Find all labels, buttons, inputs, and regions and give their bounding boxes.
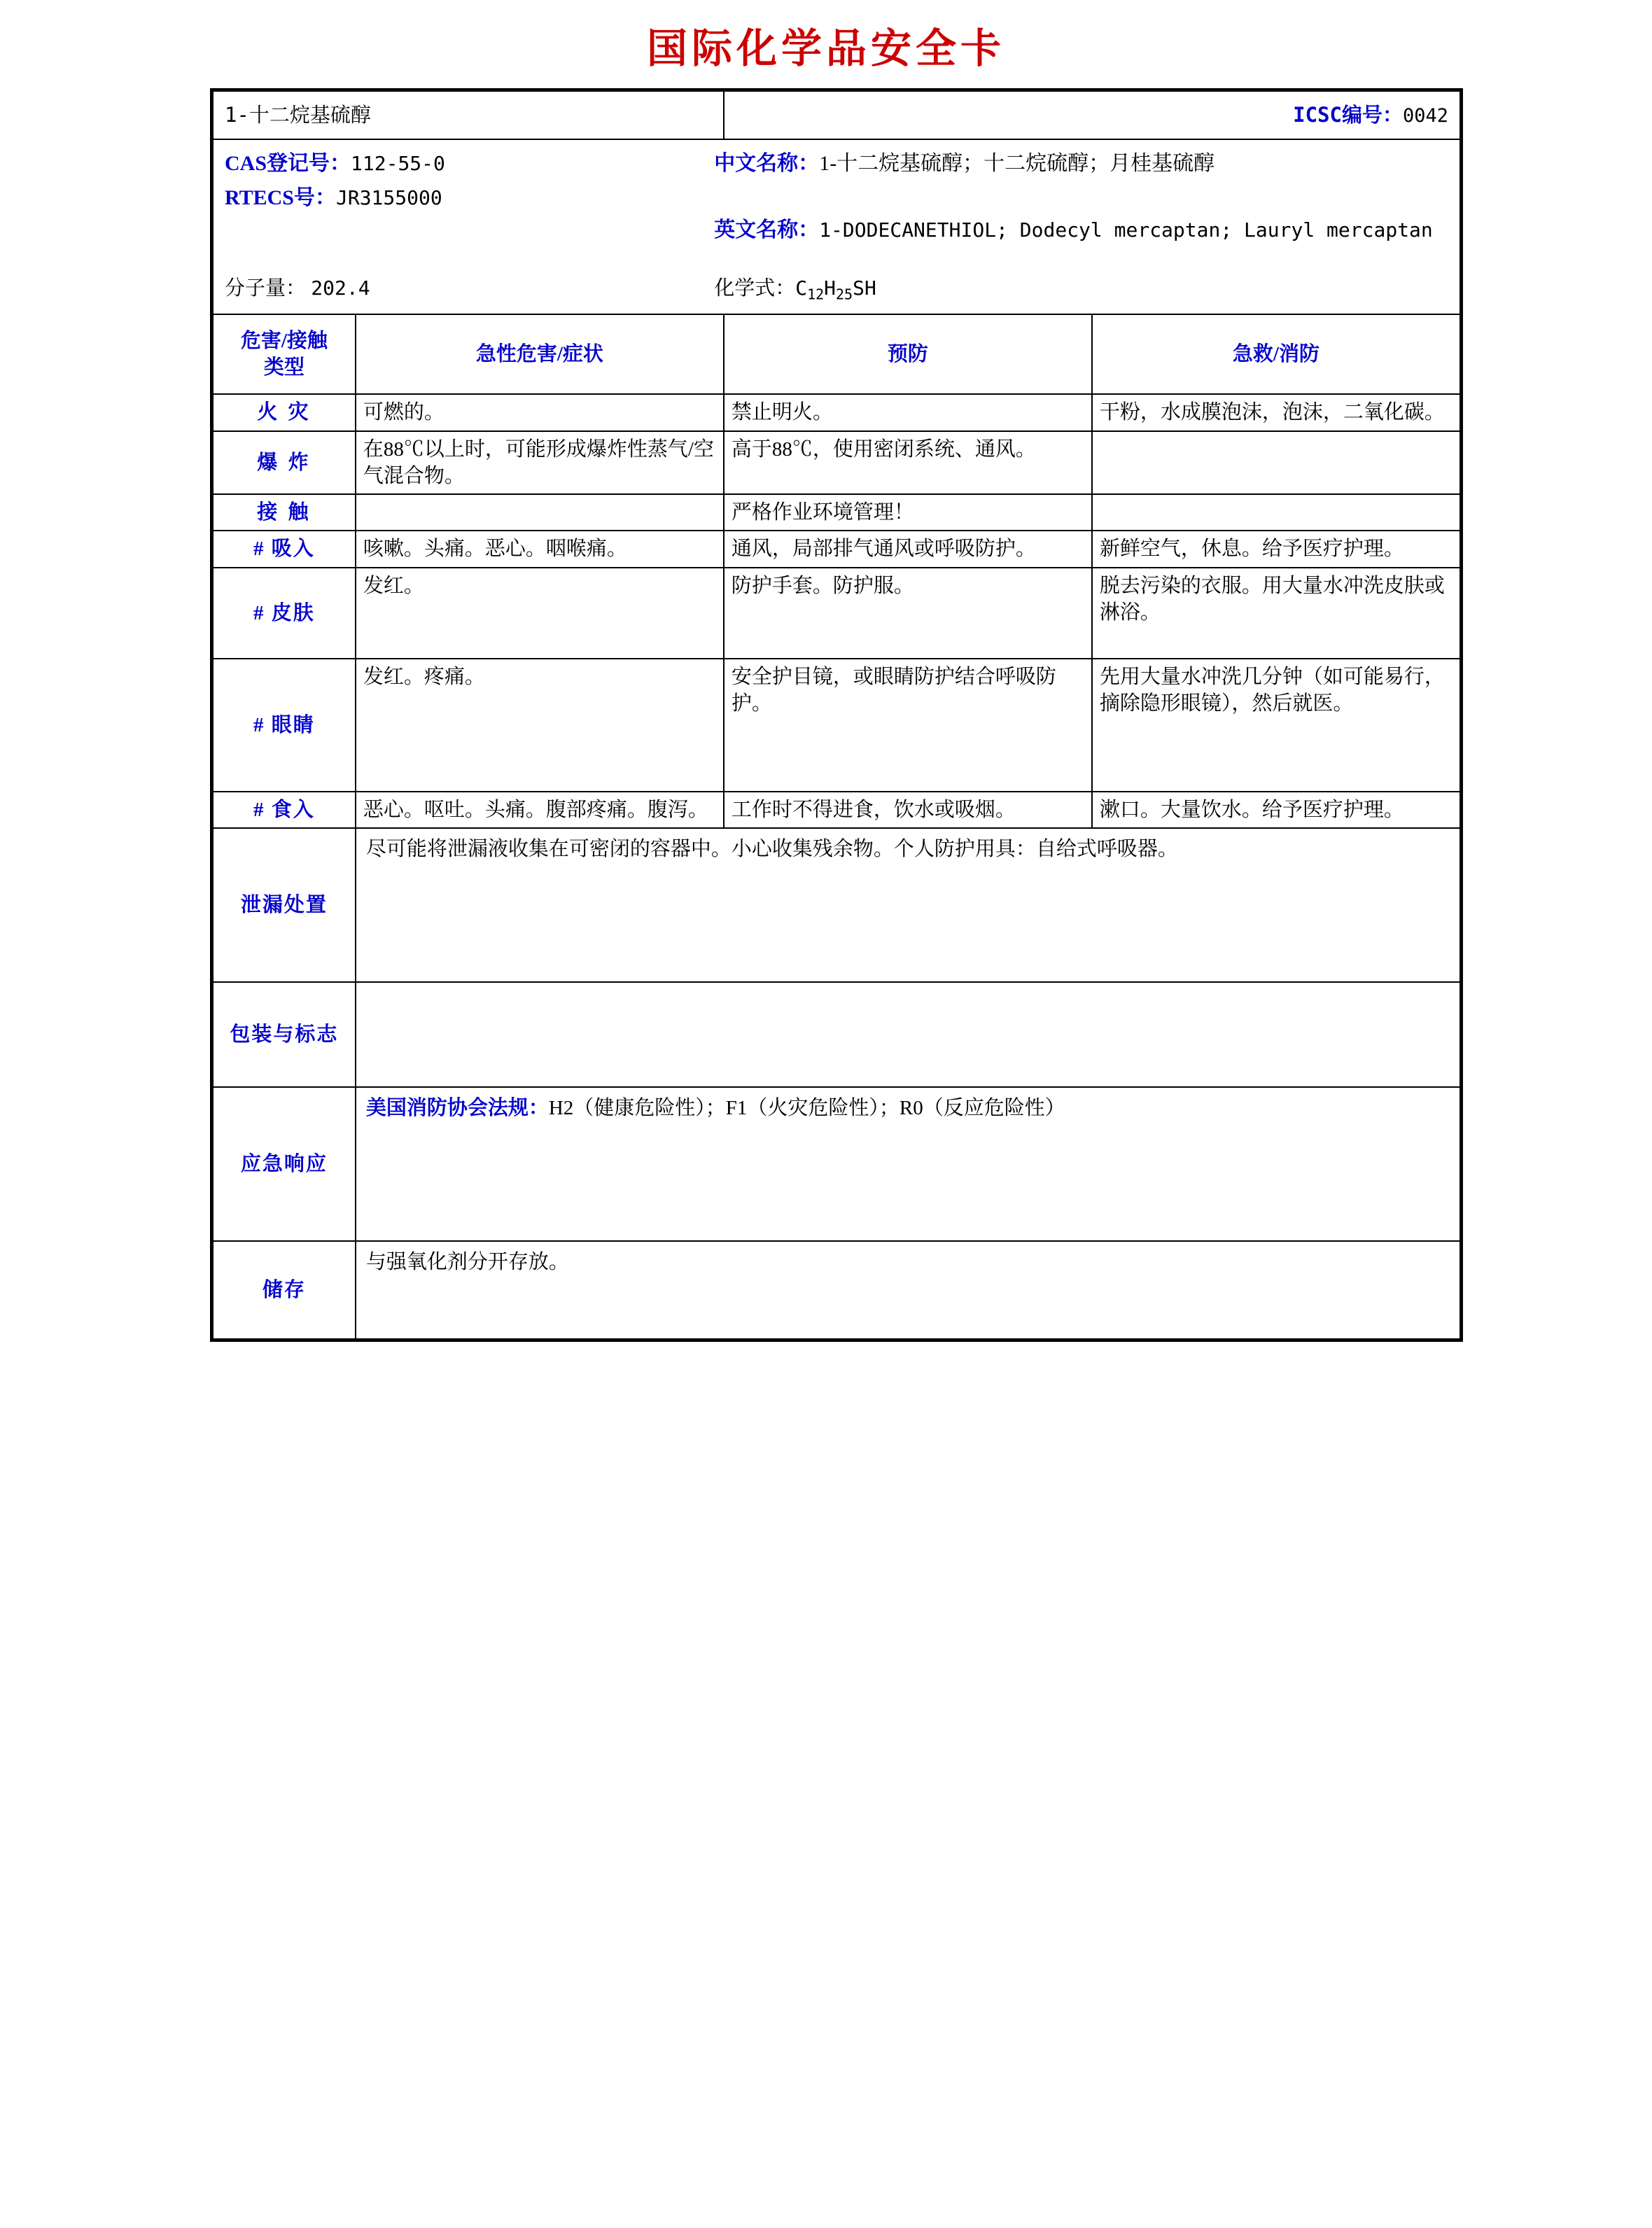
cell-exposure-acute [356,494,724,531]
section-text-packaging [356,982,1460,1087]
formula-line [714,275,1448,304]
card-header-row [213,91,1460,139]
cell-exposure-prevention: 严格作业环境管理！ [724,494,1092,531]
section-label-emergency: 应急响应 [213,1087,356,1241]
safety-card [210,88,1463,1342]
cell-eyes-firstaid: 先用大量水冲洗几分钟（如可能易行，摘除隐形眼镜），然后就医。 [1092,659,1460,792]
mw-value: 202.4 [311,276,370,300]
formula-sh: SH [853,276,876,300]
rtecs-label: RTECS号： [225,186,336,210]
table-row [213,431,1460,495]
cell-explosion-acute: 在88℃以上时，可能形成爆炸性蒸气/空气混合物。 [356,431,724,495]
mw-line [225,275,714,304]
cn-name-value: 1-十二烷基硫醇；十二烷硫醇；月桂基硫醇 [819,151,1215,175]
cell-fire-acute: 可燃的。 [356,394,724,430]
section-label-packaging: 包装与标志 [213,982,356,1087]
icsc-number: 0042 [1402,105,1448,127]
cell-fire-prevention: 禁止明火。 [724,394,1092,430]
identity-top [225,150,1448,251]
row-label-skin: # 皮肤 [213,568,356,659]
table-row [213,659,1460,792]
table-row [213,394,1460,430]
identity-right-col [714,150,1448,251]
identity-row [213,139,1460,314]
section-text-spillage: 尽可能将泄漏液收集在可密闭的容器中。小心收集残余物。个人防护用具：自给式呼吸器。 [356,828,1460,982]
cn-name-label: 中文名称： [714,151,820,175]
section-text-storage: 与强氧化剂分开存放。 [356,1241,1460,1339]
row-label-exposure: 接 触 [213,494,356,531]
table-row [213,568,1460,659]
identity-left-col [225,150,714,251]
formula-label: 化学式： [714,276,796,300]
section-label-storage: 储存 [213,1241,356,1339]
cn-name-line [714,150,1448,178]
table-row [213,531,1460,567]
identity-block [213,139,1460,314]
en-name-line [714,216,1448,244]
cell-fire-firstaid: 干粉，水成膜泡沫，泡沫，二氧化碳。 [1092,394,1460,430]
substance-name: 1-十二烷基硫醇 [213,91,724,139]
section-row [213,1087,1460,1241]
identity-bottom [225,275,1448,304]
page-title: 国际化学品安全卡 [646,24,1005,72]
safety-card-table [212,90,1461,1340]
cas-line [225,150,707,178]
cell-exposure-firstaid [1092,494,1460,531]
en-name-value: 1-DODECANETHIOL; Dodecyl mercaptan; Lauryl mercaptan [819,218,1433,242]
cell-ingestion-prevention: 工作时不得进食，饮水或吸烟。 [724,792,1092,828]
nfpa-label: 美国消防协会法规： [365,1096,549,1119]
table-row [213,494,1460,531]
page [0,15,1652,1342]
cell-ingestion-acute: 恶心。呕吐。头痛。腹部疼痛。腹泻。 [356,792,724,828]
formula-h-sub: 25 [836,286,853,303]
cell-inhalation-prevention: 通风，局部排气通风或呼吸防护。 [724,531,1092,567]
cell-inhalation-acute: 咳嗽。头痛。恶心。咽喉痛。 [356,531,724,567]
formula-value [795,276,876,303]
row-label-explosion: 爆 炸 [213,431,356,495]
row-label-ingestion: # 食入 [213,792,356,828]
cell-eyes-acute: 发红。疼痛。 [356,659,724,792]
row-label-eyes: # 眼睛 [213,659,356,792]
cell-eyes-prevention: 安全护目镜，或眼睛防护结合呼吸防护。 [724,659,1092,792]
rtecs-value: JR3155000 [335,186,442,210]
icsc-label: ICSC编号： [1293,103,1403,127]
mw-label: 分子量： [225,276,307,300]
formula-c: C [795,276,808,300]
cell-explosion-firstaid [1092,431,1460,495]
col-header-prevention: 预防 [724,314,1092,395]
rtecs-line [225,184,707,212]
identity-spacer [714,184,1448,216]
section-row [213,1241,1460,1339]
formula-h: H [824,276,836,300]
table-row [213,792,1460,828]
column-header-row [213,314,1460,395]
row-label-fire: 火 灾 [213,394,356,430]
cell-ingestion-firstaid: 漱口。大量饮水。给予医疗护理。 [1092,792,1460,828]
cas-value: 112-55-0 [351,151,445,175]
col-header-type-line2: 类型 [263,356,304,379]
col-header-type [213,314,356,395]
cell-skin-prevention: 防护手套。防护服。 [724,568,1092,659]
nfpa-value: H2（健康危险性）；F1（火灾危险性）；R0（反应危险性） [548,1096,1065,1119]
col-header-type-line1: 危害/接触 [240,329,328,352]
cell-inhalation-firstaid: 新鲜空气，休息。给予医疗护理。 [1092,531,1460,567]
col-header-acute: 急性危害/症状 [356,314,724,395]
formula-c-sub: 12 [807,286,825,303]
cell-skin-firstaid: 脱去污染的衣服。用大量水冲洗皮肤或淋浴。 [1092,568,1460,659]
col-header-firstaid: 急救/消防 [1092,314,1460,395]
section-row [213,982,1460,1087]
cas-label: CAS登记号： [225,151,351,175]
cell-explosion-prevention: 高于88℃，使用密闭系统、通风。 [724,431,1092,495]
section-text-emergency [356,1087,1460,1241]
section-label-spillage: 泄漏处置 [213,828,356,982]
cell-skin-acute: 发红。 [356,568,724,659]
icsc-number-cell [724,91,1460,139]
en-name-label: 英文名称： [714,218,820,242]
section-row [213,828,1460,982]
row-label-inhalation: # 吸入 [213,531,356,567]
